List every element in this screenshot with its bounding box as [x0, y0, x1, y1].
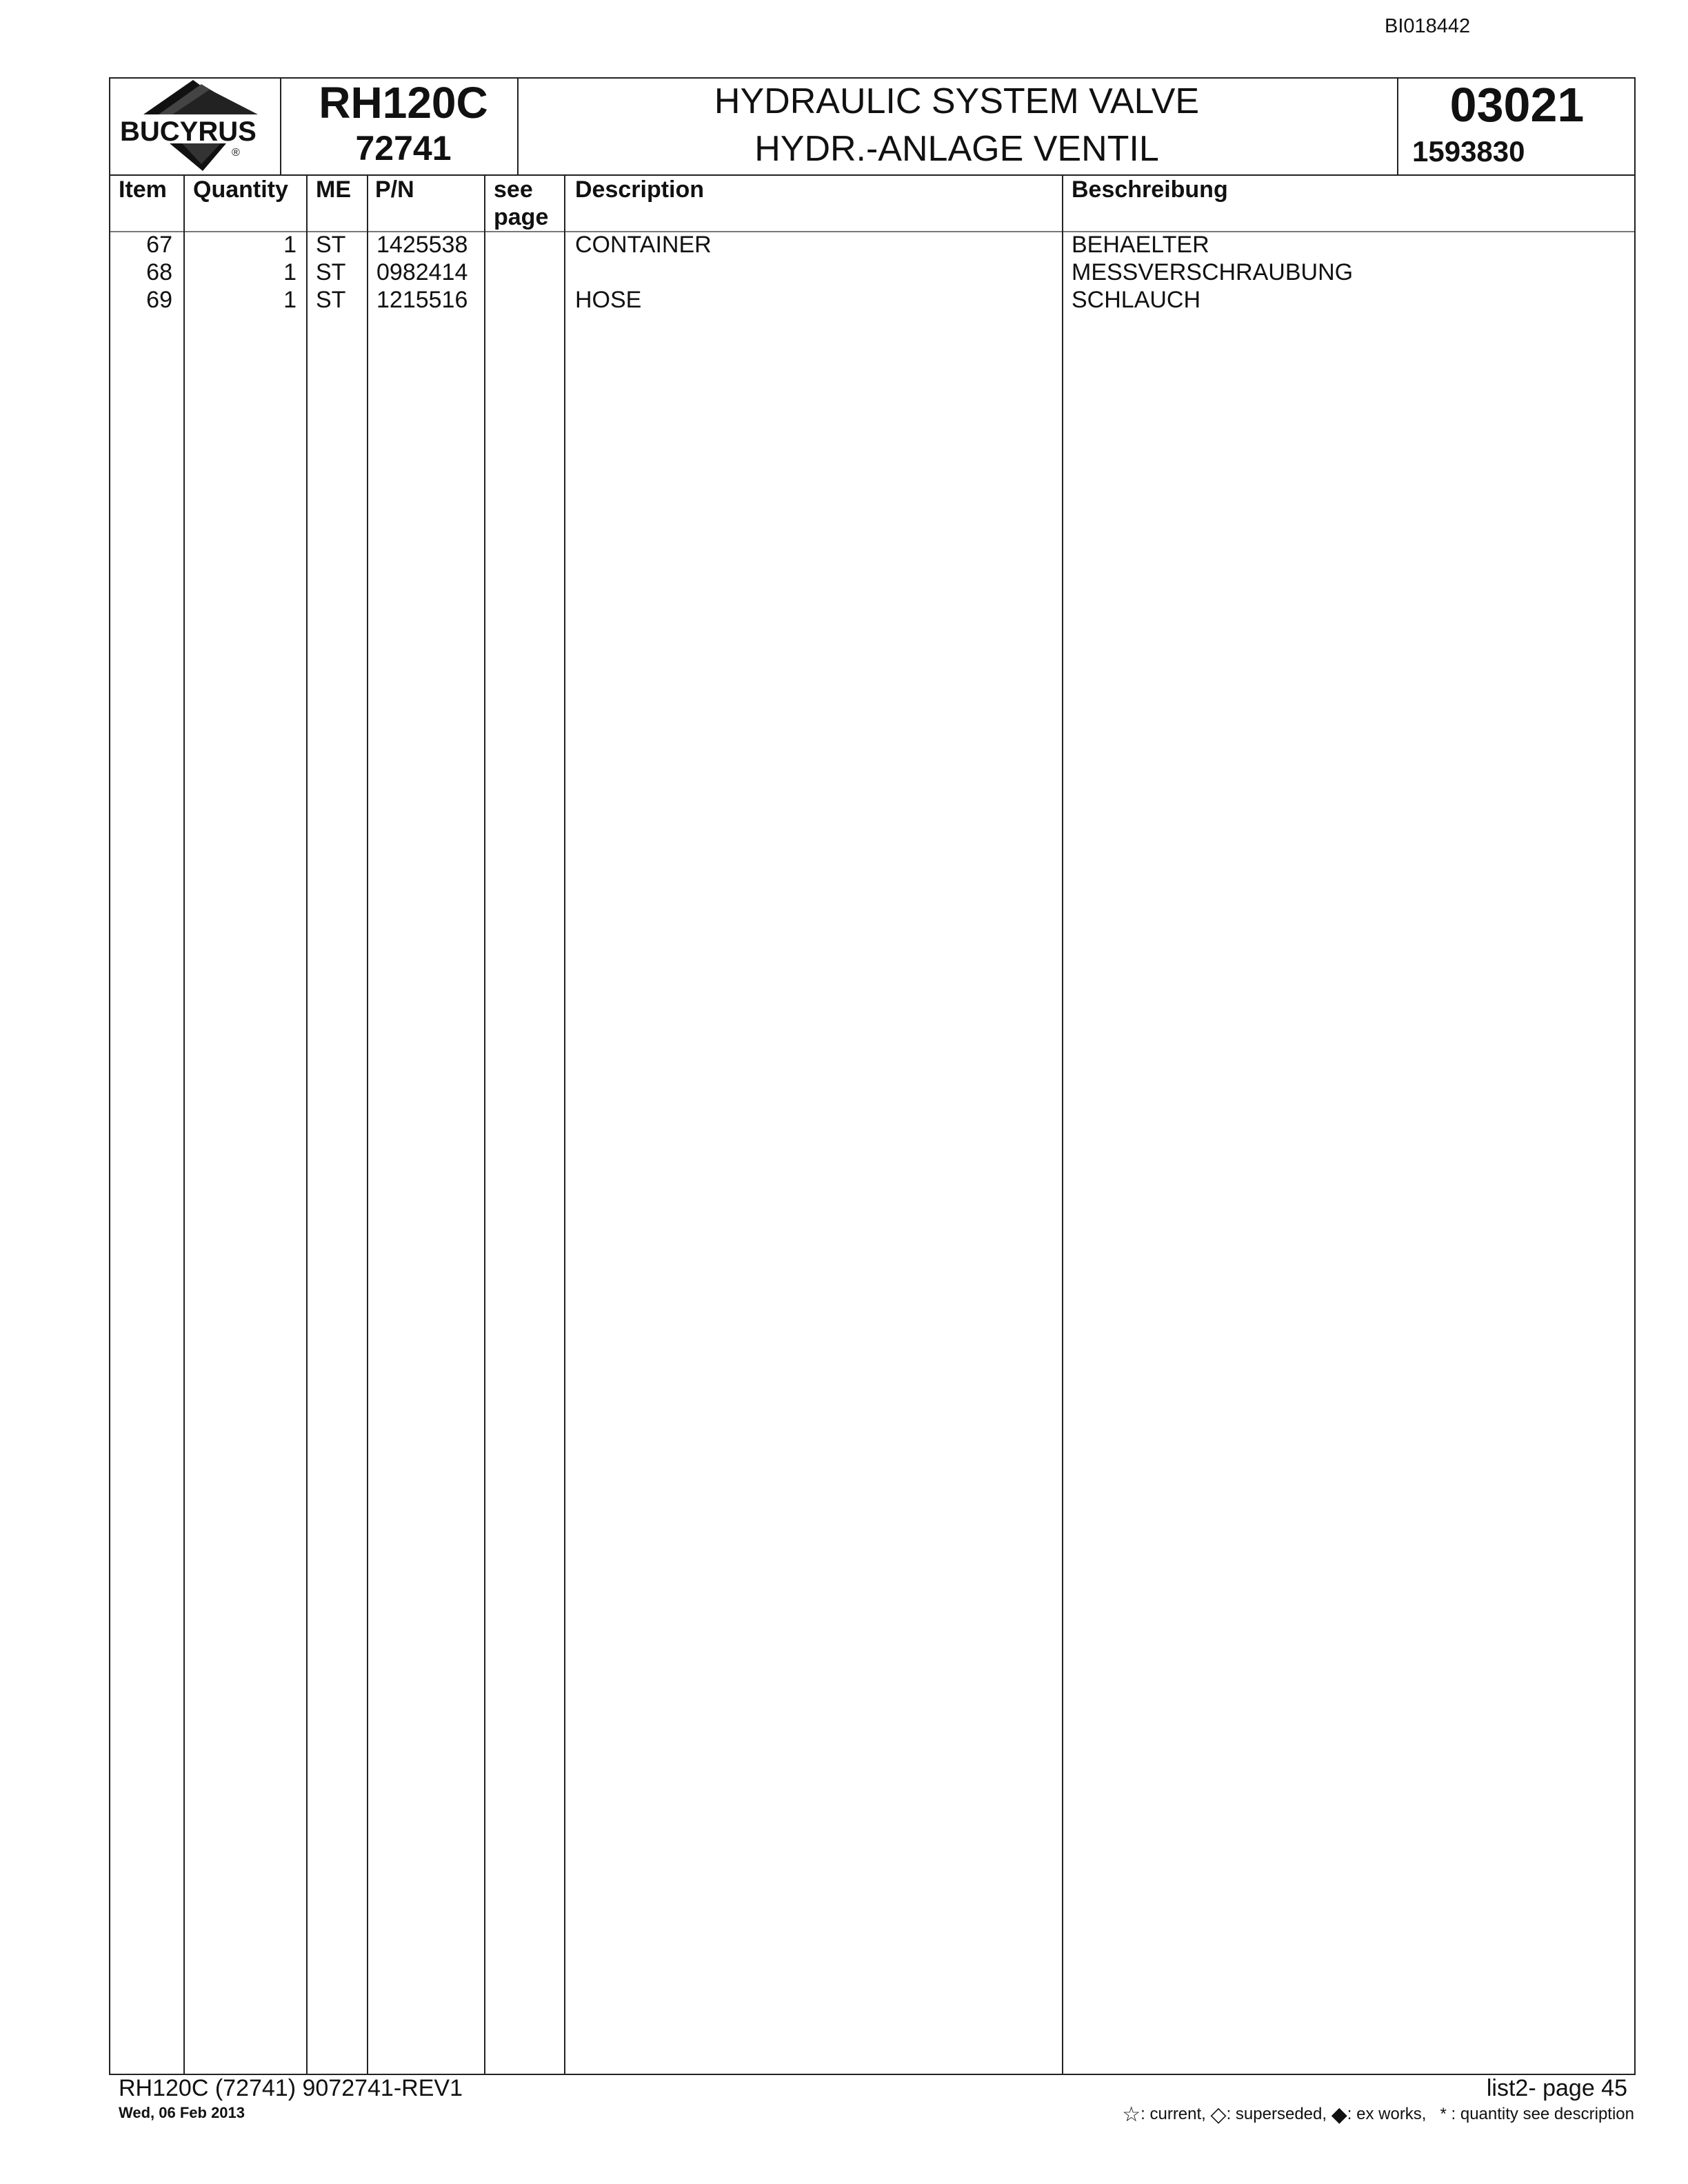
- row-description: CONTAINER: [575, 232, 712, 258]
- title-german: HYDR.-ANLAGE VENTIL: [754, 129, 1159, 169]
- row-item: 68: [146, 259, 172, 285]
- footer-document-reference: RH120C (72741) 9072741-REV1: [119, 2075, 463, 2101]
- row-quantity: 1: [283, 232, 297, 258]
- model-number: RH120C: [319, 78, 488, 128]
- legend-current: : current,: [1141, 2105, 1206, 2123]
- bucyrus-logo: [116, 79, 274, 172]
- row-item: 69: [146, 287, 172, 313]
- header-separator-logo: [280, 79, 281, 174]
- row-beschreibung: SCHLAUCH: [1072, 287, 1201, 313]
- row-quantity: 1: [283, 259, 297, 285]
- group-number: 03021: [1449, 78, 1585, 132]
- row-pn: 0982414: [376, 259, 468, 285]
- row-pn: 1215516: [376, 287, 468, 313]
- column-header-beschreibung: Beschreibung: [1072, 176, 1228, 203]
- document-id: BI018442: [1385, 15, 1471, 37]
- logo-text: BUCYRUS: [120, 117, 257, 147]
- parts-list-frame: [109, 77, 1636, 2075]
- header-divider: [110, 174, 1634, 176]
- column-header-see: see: [494, 176, 533, 203]
- column-header-item: Item: [119, 176, 167, 203]
- column-header-quantity: Quantity: [193, 176, 288, 203]
- column-line-pn: [484, 174, 485, 2075]
- serial-number: 72741: [355, 129, 452, 168]
- column-line-quantity: [306, 174, 308, 2075]
- column-header-pn: P/N: [375, 176, 414, 203]
- column-line-description: [1062, 174, 1063, 2075]
- column-line-me: [367, 174, 368, 2075]
- row-description: HOSE: [575, 287, 642, 313]
- column-header-me: ME: [316, 176, 351, 203]
- row-me: ST: [316, 287, 346, 313]
- row-quantity: 1: [283, 287, 297, 313]
- column-line-item: [183, 174, 185, 2075]
- header-separator-title: [1397, 79, 1398, 174]
- star-outline-icon: ☆: [1122, 2103, 1141, 2126]
- row-me: ST: [316, 232, 346, 258]
- row-item: 67: [146, 232, 172, 258]
- legend-ex-works: : ex works,: [1347, 2105, 1427, 2123]
- footer-date: Wed, 06 Feb 2013: [119, 2104, 245, 2121]
- diamond-outline-icon: ◇: [1210, 2103, 1227, 2126]
- legend-superseded: : superseded,: [1226, 2105, 1327, 2123]
- column-header-page: page: [494, 204, 549, 230]
- row-beschreibung: BEHAELTER: [1072, 232, 1209, 258]
- group-part-number: 1593830: [1412, 135, 1525, 168]
- column-header-description: Description: [575, 176, 705, 203]
- legend-quantity-note: * : quantity see description: [1440, 2105, 1634, 2123]
- row-beschreibung: MESSVERSCHRAUBUNG: [1072, 259, 1354, 285]
- column-line-see-page: [564, 174, 565, 2075]
- footer-page-number: list2- page 45: [1486, 2075, 1627, 2101]
- footer-legend: [1067, 2103, 1634, 2127]
- title-english: HYDRAULIC SYSTEM VALVE: [714, 81, 1200, 121]
- logo-registered-mark: ®: [232, 147, 240, 159]
- row-me: ST: [316, 259, 346, 285]
- row-pn: 1425538: [376, 232, 468, 258]
- diamond-filled-icon: ◆: [1331, 2103, 1347, 2126]
